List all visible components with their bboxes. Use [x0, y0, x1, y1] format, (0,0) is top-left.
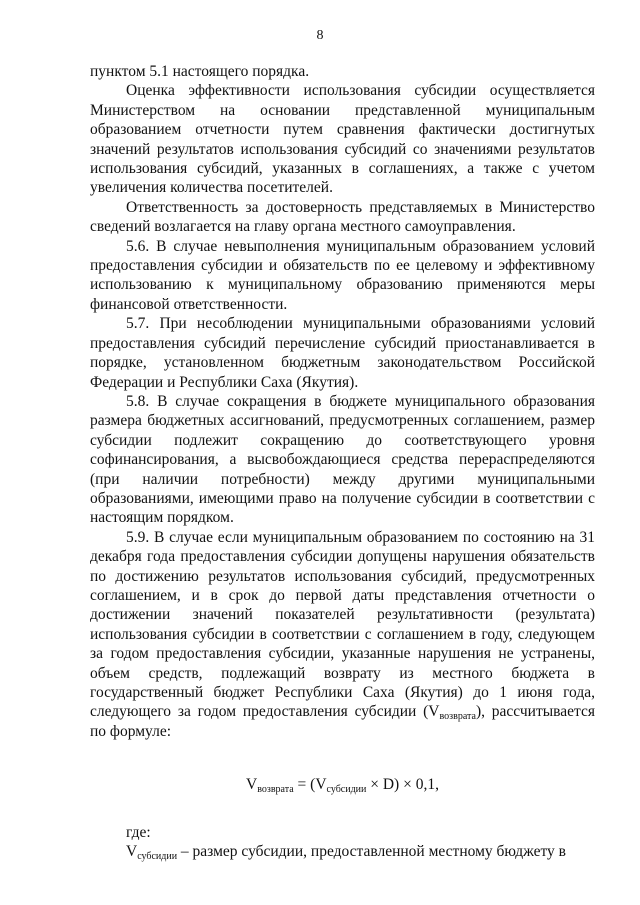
formula-sub-return: возврата	[257, 784, 294, 796]
paragraph-5-9-main: 5.9. В случае если муниципальным образованием по состоянию на 31 декабря года предоставления субсидии допущены нарушения обязательств по достижению результатов использования субсидий, предусмотренных соглашением, и в срок до первой даты представления отчетности о достижении значений показателей результативности (результата) использования субсидии в соответствии с соглашением в году, следующем за годом предоставления субсидии, указанные нарушения не устранены, объем средств, подлежащий возврату из местного бюджета в государственный бюджет Республики Саха (Якутия) до 1 июня года, следующего за годом предоставления субсидии (V	[90, 528, 595, 721]
subscript-return: возврата	[439, 711, 476, 723]
paragraph-5-8: 5.8. В случае сокращения в бюджете муниципального образования размера бюджетных ассигнований, предусмотренных соглашением, размер субсидии подлежит сокращению до соответствующего уровня софинансирования, а высвобождающиеся средства перераспределяются (при наличии потребности) между другими муниципальными образованиями, имеющими право на получение субсидии в соответствии с настоящим порядком.	[90, 392, 595, 527]
definition-subscript: субсидии	[137, 851, 178, 863]
paragraph-where: где:	[126, 823, 151, 841]
paragraph-5-9-tail: ), рассчитывается по формуле:	[90, 703, 595, 740]
formula-sub-subsidy: субсидии	[326, 784, 367, 796]
formula	[90, 775, 595, 794]
paragraph-responsibility: Ответственность за достоверность представляемых в Министерство сведений возлагается на главу органа местного самоуправления.	[90, 198, 595, 236]
paragraph-continuation: пунктом 5.1 настоящего порядка.	[90, 63, 310, 80]
paragraph-5-9	[90, 528, 595, 741]
definition-symbol: V	[126, 843, 138, 861]
paragraph-5-6: 5.6. В случае невыполнения муниципальным образованием условий предоставления субсидии и обязательств по ее целевому и эффективному использованию к муниципальному образованию применяются меры финансовой ответственности.	[90, 237, 595, 313]
paragraph-5-7: 5.7. При несоблюдении муниципальными образованиями условий предоставления субсидий перечисление субсидий приостанавливается в порядке, установленном бюджетным законодательством Российской Федерации и Республики Саха (Якутия).	[90, 315, 595, 391]
formula-equals: = (V	[293, 776, 327, 794]
definition-text: – размер субсидии, предоставленной местному бюджету в	[177, 843, 566, 861]
page-number: 8	[316, 28, 324, 43]
formula-tail: × D) × 0,1,	[366, 776, 439, 794]
document-body	[90, 62, 595, 861]
paragraph-evaluation: Оценка эффективности использования субсидии осуществляется Министерством на основании представленной муниципальным образованием отчетности путем сравнения фактически достигнутых значений результатов использования субсидий со значениями результатов использования субсидий, указанных в соглашениях, а также с учетом увеличения количества посетителей.	[90, 82, 595, 197]
paragraph-definition	[90, 842, 595, 861]
formula-v-return: V	[246, 776, 258, 794]
